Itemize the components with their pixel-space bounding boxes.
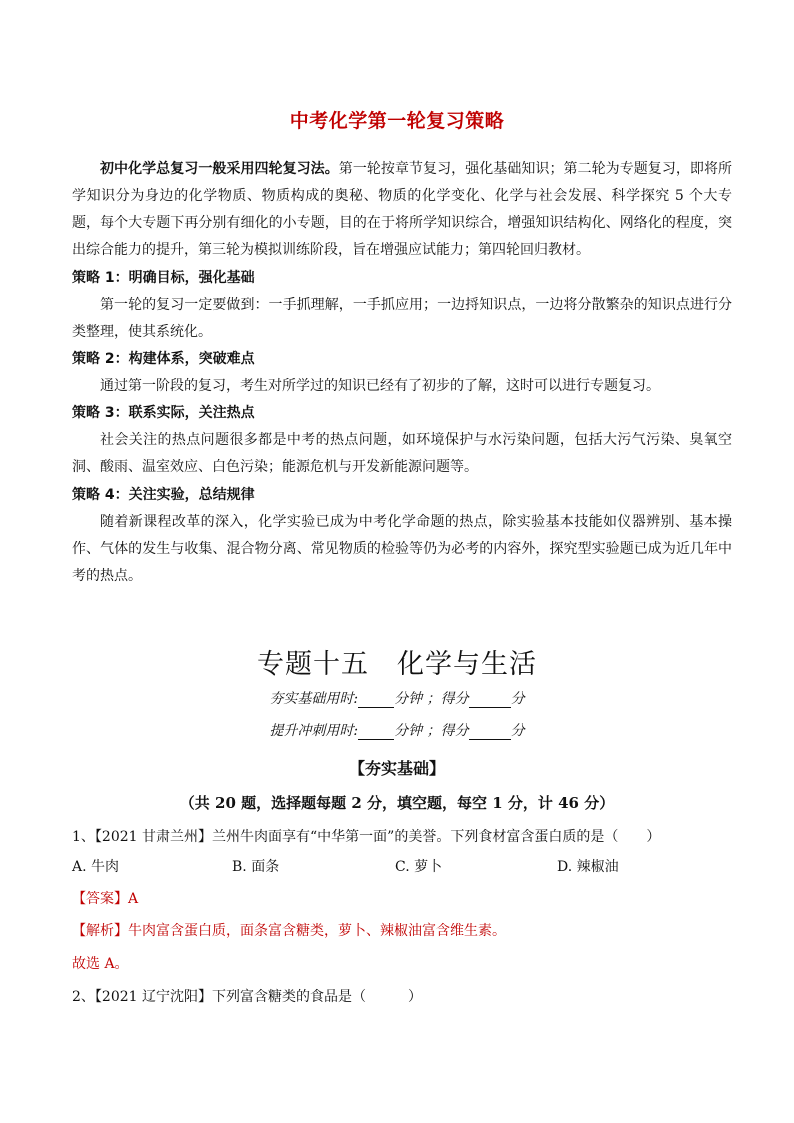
strategy-body: 第一轮的复习一定要做到：一手抓理解，一手抓应用；一边捋知识点，一边将分散繁杂的知识点进行分类整理，使其系统化。 (72, 297, 732, 340)
strategy-body: 社会关注的热点问题很多都是中考的热点问题，如环境保护与水污染问题，包括大污气污染、臭氧空洞、酸雨、温室效应、白色污染；能源危机与开发新能源问题等。 (72, 432, 732, 475)
score-blank[interactable] (469, 725, 511, 740)
score-unit: 分 (510, 691, 525, 707)
option-a[interactable]: A. 牛肉 (72, 859, 120, 875)
time-blank[interactable] (358, 725, 394, 740)
strategy-heading: 策略 1：明确目标，强化基础 (72, 270, 255, 286)
strategy-heading: 策略 3：联系实际，关注热点 (72, 405, 255, 421)
time-label: 提升冲刺用时: (269, 723, 359, 739)
question-source: 【2021 辽宁沈阳】 (94, 989, 213, 1005)
time-unit: 分钟 (394, 723, 423, 739)
strategy-body: 通过第一阶段的复习，考生对所学过的知识已经有了初步的了解，这时可以进行专题复习。 (100, 378, 660, 394)
question-text: 下列富含糖类的食品是（ ） (212, 989, 423, 1005)
analysis-line (72, 920, 732, 940)
strategy-heading: 策略 2：构建体系，突破难点 (72, 351, 255, 367)
answer-label: 【答案】 (72, 891, 128, 907)
option-d[interactable]: D. 辣椒油 (557, 859, 619, 875)
strategy-3 (72, 400, 732, 481)
score-label: ；得分 (426, 723, 469, 739)
topic-name: 化学与生活 (397, 649, 537, 680)
answer-value: A (128, 891, 139, 907)
question-number: 2、 (72, 989, 95, 1005)
score-label: ；得分 (426, 691, 469, 707)
topic-number: 专题十五 (257, 649, 369, 680)
strategy-4 (72, 482, 732, 590)
question-text: 兰州牛肉面享有“中华第一面”的美誉。下列食材富含蛋白质的是（ ） (212, 829, 661, 845)
score-unit: 分 (510, 723, 525, 739)
strategy-heading: 策略 4：关注实验，总结规律 (72, 487, 255, 503)
question-1-stem (72, 826, 732, 846)
time-line-advanced (0, 720, 794, 740)
page-title: 中考化学第一轮复习策略 (289, 110, 505, 132)
question-number: 1、 (72, 829, 95, 845)
question-source: 【2021 甘肃兰州】 (94, 829, 213, 845)
section-subtitle: （共 20 题，选择题每题 2 分，填空题，每空 1 分，计 46 分） (179, 794, 615, 812)
section-title: 【夯实基础】 (348, 759, 445, 778)
topic-title (0, 642, 794, 681)
analysis-label: 【解析】 (72, 923, 128, 939)
option-b[interactable]: B. 面条 (232, 859, 280, 875)
time-unit: 分钟 (394, 691, 423, 707)
time-label: 夯实基础用时: (269, 691, 359, 707)
strategy-body: 随着新课程改革的深入，化学实验已成为中考化学命题的热点，除实验基本技能如仪器辨别、基本操作、气体的发生与收集、混合物分离、常见物质的检验等仍为必考的内容外，探究型实验题已成为近几年中考的热点。 (72, 514, 732, 584)
question-2-stem (72, 986, 732, 1006)
intro-text: 第一轮按章节复习，强化基础知识；第二轮为专题复习，即将所学知识分为身边的化学物质、物质构成的奥秘、物质的化学变化、化学与社会发展、科学探究 5 个大专题，每个大专题下再分别有细化的小专题，目的在于将所学知识综合，增强知识结构化、网络化的程度，突出综合能力的提升，第三轮为模拟训练阶段，旨在增强应试能力；第四轮回归教材。 (72, 161, 733, 258)
score-blank[interactable] (469, 693, 511, 708)
time-blank[interactable] (358, 693, 394, 708)
analysis-text: 牛肉富含蛋白质，面条富含糖类，萝卜、辣椒油富含维生素。 (128, 923, 506, 939)
strategy-2 (72, 346, 732, 400)
time-line-basic (0, 688, 794, 708)
option-c[interactable]: C. 萝卜 (395, 859, 443, 875)
intro-paragraph (72, 156, 732, 264)
strategy-1 (72, 265, 732, 346)
answer-line (72, 888, 138, 908)
intro-lead: 初中化学总复习一般采用四轮复习法。 (100, 161, 339, 177)
conclusion-line: 故选 A。 (72, 956, 129, 972)
